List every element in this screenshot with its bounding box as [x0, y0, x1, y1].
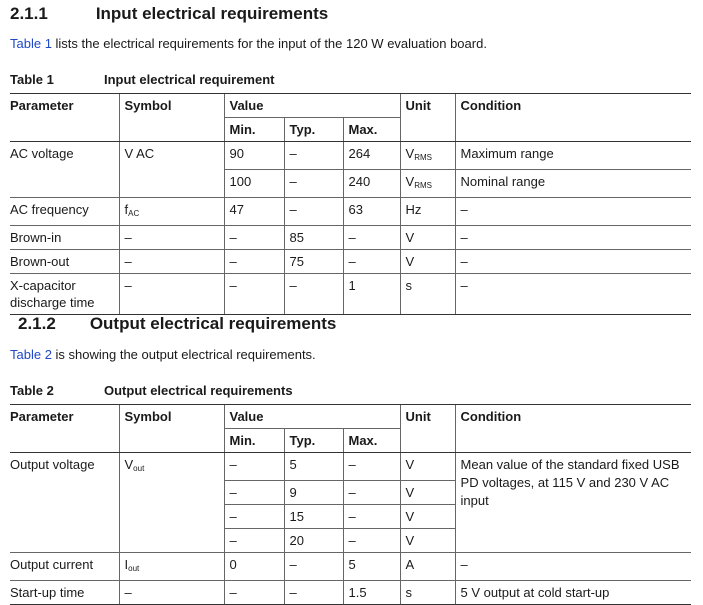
- header-parameter: Parameter: [10, 405, 119, 429]
- section-heading-input: [10, 4, 328, 24]
- table-row: – 9 – V: [10, 480, 691, 504]
- header-condition: Condition: [455, 405, 691, 429]
- header-typ: Typ.: [284, 429, 343, 453]
- header-max: Max.: [343, 429, 400, 453]
- table-row: AC frequency $f_{AC}$ 47 – 63 Hz –: [10, 198, 691, 226]
- header-symbol: Symbol: [119, 405, 224, 429]
- header-unit: Unit: [400, 94, 455, 118]
- section-title: Output electrical requirements: [89, 314, 337, 333]
- table-row: Output voltage $V_{out}$ – 5 – V Mean value of the standard fixed USB PD voltages, at 115 V and 230 V AC input: [10, 453, 691, 481]
- table-row: Brown-out – – 75 – V –: [10, 250, 691, 274]
- table-2-link[interactable]: Table 2: [10, 347, 52, 362]
- header-symbol: Symbol: [119, 94, 224, 118]
- table-row: Start-up time – – – 1.5 s 5 V output at cold start-up: [10, 580, 691, 604]
- table-row: AC voltage V AC 90 – 264 $V_{RMS}$ Maximum range: [10, 142, 691, 170]
- header-min: Min.: [224, 118, 284, 142]
- table-row: 100 – 240 $V_{RMS}$ Nominal range: [10, 170, 691, 198]
- table-row: X-capacitor discharge time – – – 1 s –: [10, 274, 691, 315]
- intro-paragraph: Table 2 is showing the output electrical requirements.: [10, 347, 316, 362]
- header-value: Value: [224, 94, 400, 118]
- output-requirements-table: [10, 404, 691, 605]
- input-requirements-table: [10, 93, 691, 315]
- caption-label: Table 2: [10, 383, 54, 398]
- table-1-link[interactable]: Table 1: [10, 36, 52, 51]
- header-unit: Unit: [400, 405, 455, 429]
- caption-title: Output electrical requirements: [104, 383, 293, 398]
- table-row: Brown-in – – 85 – V –: [10, 226, 691, 250]
- section-number: 2.1.1: [10, 4, 48, 23]
- table-row: – 15 – V: [10, 504, 691, 528]
- section-heading-output: [18, 314, 336, 334]
- caption-title: Input electrical requirement: [104, 72, 275, 87]
- caption-label: Table 1: [10, 72, 54, 87]
- table-2-caption: [10, 383, 293, 398]
- section-number: 2.1.2: [18, 314, 56, 333]
- header-parameter: Parameter: [10, 94, 119, 118]
- header-min: Min.: [224, 429, 284, 453]
- header-condition: Condition: [455, 94, 691, 118]
- header-value: Value: [224, 405, 400, 429]
- header-max: Max.: [343, 118, 400, 142]
- intro-paragraph: Table 1 lists the electrical requirements for the input of the 120 W evaluation board.: [10, 36, 487, 51]
- header-typ: Typ.: [284, 118, 343, 142]
- table-1-caption: [10, 72, 275, 87]
- table-row: – 20 – V: [10, 528, 691, 552]
- table-row: Output current $I_{out}$ 0 – 5 A –: [10, 552, 691, 580]
- section-title: Input electrical requirements: [95, 4, 329, 23]
